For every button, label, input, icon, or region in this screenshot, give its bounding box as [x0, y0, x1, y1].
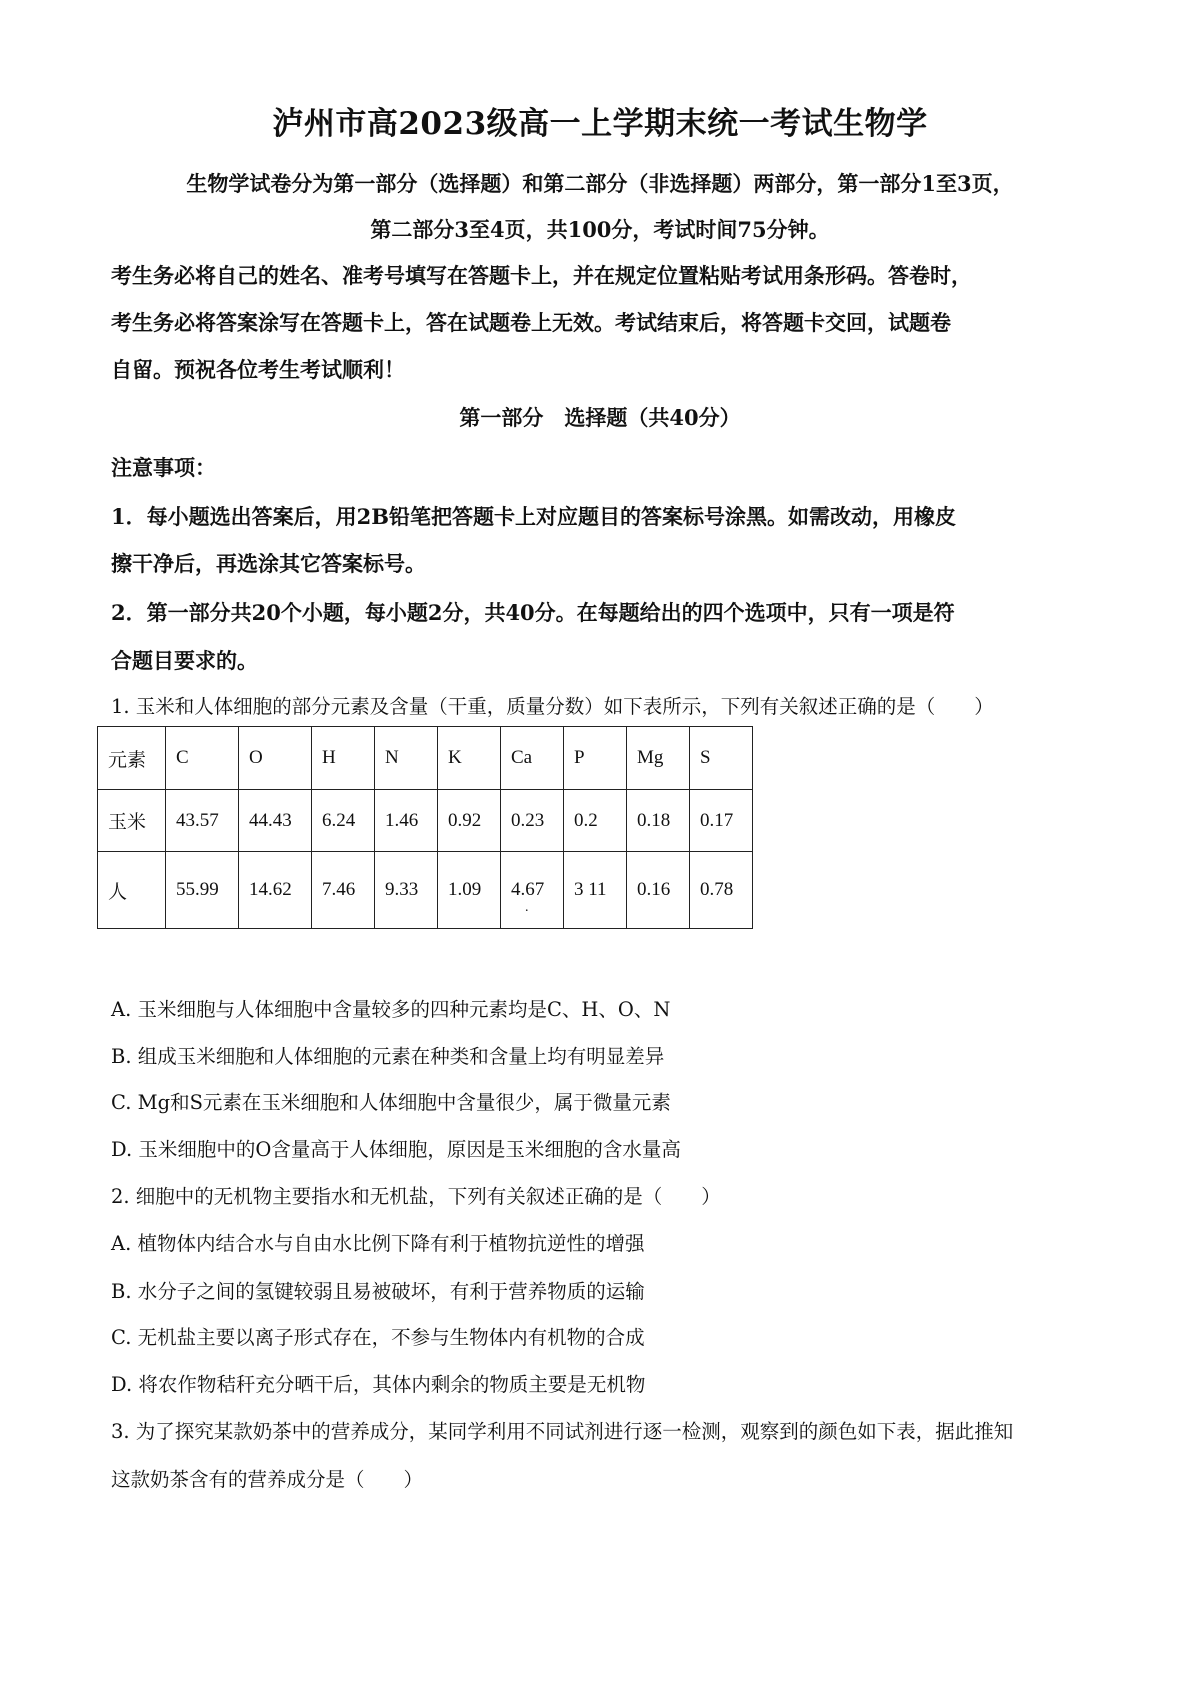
- table-cell: 6.24: [312, 790, 375, 852]
- table-cell: 1.09: [438, 852, 501, 929]
- question-1-stem: 1. 玉米和人体细胞的部分元素及含量（干重，质量分数）如下表所示，下列有关叙述正确的是（ ）: [111, 695, 994, 718]
- question-1-option-b: B. 组成玉米细胞和人体细胞的元素在种类和含量上均有明显差异: [111, 1045, 665, 1068]
- table-cell: 玉米: [98, 790, 166, 852]
- note-2-line-1: 2．第一部分共20个小题，每小题2分，共40分。在每题给出的四个选项中，只有一项是符: [111, 600, 955, 625]
- note-2-line-2: 合题目要求的。: [111, 648, 258, 673]
- question-2-option-a: A. 植物体内结合水与自由水比例下降有利于植物抗逆性的增强: [111, 1232, 645, 1255]
- table-cell: 0.18: [627, 790, 690, 852]
- table-cell: N: [375, 727, 438, 790]
- question-2-option-c: C. 无机盐主要以离子形式存在，不参与生物体内有机物的合成: [111, 1326, 645, 1349]
- table-cell: 7.46: [312, 852, 375, 929]
- section1-heading: 第一部分 选择题（共40分）: [459, 405, 741, 430]
- p-value-digits: 4.67: [511, 879, 545, 900]
- table-cell: H: [312, 727, 375, 790]
- question-2-option-d: D. 将农作物秸秆充分晒干后，其体内剩余的物质主要是无机物: [111, 1373, 646, 1396]
- table-cell: 55.99: [166, 852, 239, 929]
- question-2-stem: 2. 细胞中的无机物主要指水和无机盐，下列有关叙述正确的是（ ）: [111, 1185, 721, 1208]
- question-1-option-c: C. Mg和S元素在玉米细胞和人体细胞中含量很少，属于微量元素: [111, 1091, 671, 1114]
- table-cell: 1.46: [375, 790, 438, 852]
- table-cell: O: [239, 727, 312, 790]
- intro-line-1: 生物学试卷分为第一部分（选择题）和第二部分（非选择题）两部分，第一部分1至3页，: [186, 171, 1014, 196]
- table-cell: 0.92: [438, 790, 501, 852]
- table-cell: 44.43: [239, 790, 312, 852]
- table-cell: 9.33: [375, 852, 438, 929]
- table-cell: 43.57: [166, 790, 239, 852]
- question-3-stem-line-1: 3. 为了探究某款奶茶中的营养成分，某同学利用不同试剂进行逐一检测，观察到的颜色如下表，据此推知: [111, 1420, 1014, 1443]
- table-cell: 0.23: [501, 790, 564, 852]
- table-cell: S: [690, 727, 753, 790]
- table-cell: 0.2: [564, 790, 627, 852]
- table-cell: 人: [98, 852, 166, 929]
- table-cell: 3 11: [564, 852, 627, 929]
- table-row: [98, 852, 753, 929]
- intro-line-2: 第二部分3至4页，共100分，考试时间75分钟。: [370, 217, 830, 242]
- table-row: [98, 790, 753, 852]
- question-1-option-a: A. 玉米细胞与人体细胞中含量较多的四种元素均是C、H、O、N: [111, 998, 671, 1021]
- question-3-stem-line-2: 这款奶茶含有的营养成分是（ ）: [111, 1468, 424, 1491]
- table-cell: 元素: [98, 727, 166, 790]
- table-cell: K: [438, 727, 501, 790]
- table-cell: Mg: [627, 727, 690, 790]
- table-cell: [501, 852, 564, 929]
- note-1-line-2: 擦干净后，再选涂其它答案标号。: [111, 551, 426, 576]
- p-value-human: [511, 879, 545, 915]
- element-content-table: [97, 726, 753, 929]
- table-cell: Ca: [501, 727, 564, 790]
- note-1-line-1: 1．每小题选出答案后，用2B铅笔把答题卡上对应题目的答案标号涂黑。如需改动，用橡皮: [111, 504, 956, 529]
- intro-line-5: 自留。预祝各位考生考试顺利！: [111, 357, 405, 382]
- exam-title: 泸州市高2023级高一上学期末统一考试生物学: [272, 106, 928, 142]
- question-2-option-b: B. 水分子之间的氢键较弱且易被破坏，有利于营养物质的运输: [111, 1280, 645, 1303]
- p-value-dot: .: [525, 900, 529, 915]
- intro-line-3: 考生务必将自己的姓名、准考号填写在答题卡上，并在规定位置粘贴考试用条形码。答卷时，: [111, 263, 972, 288]
- table-cell: C: [166, 727, 239, 790]
- question-1-option-d: D. 玉米细胞中的O含量高于人体细胞，原因是玉米细胞的含水量高: [111, 1138, 681, 1161]
- table-cell: 0.78: [690, 852, 753, 929]
- table-header-row: [98, 727, 753, 790]
- table-cell: P: [564, 727, 627, 790]
- notes-heading: 注意事项：: [111, 455, 216, 480]
- table-cell: 14.62: [239, 852, 312, 929]
- table-cell: 0.16: [627, 852, 690, 929]
- table-cell: 0.17: [690, 790, 753, 852]
- intro-line-4: 考生务必将答案涂写在答题卡上，答在试题卷上无效。考试结束后，将答题卡交回，试题卷: [111, 310, 951, 335]
